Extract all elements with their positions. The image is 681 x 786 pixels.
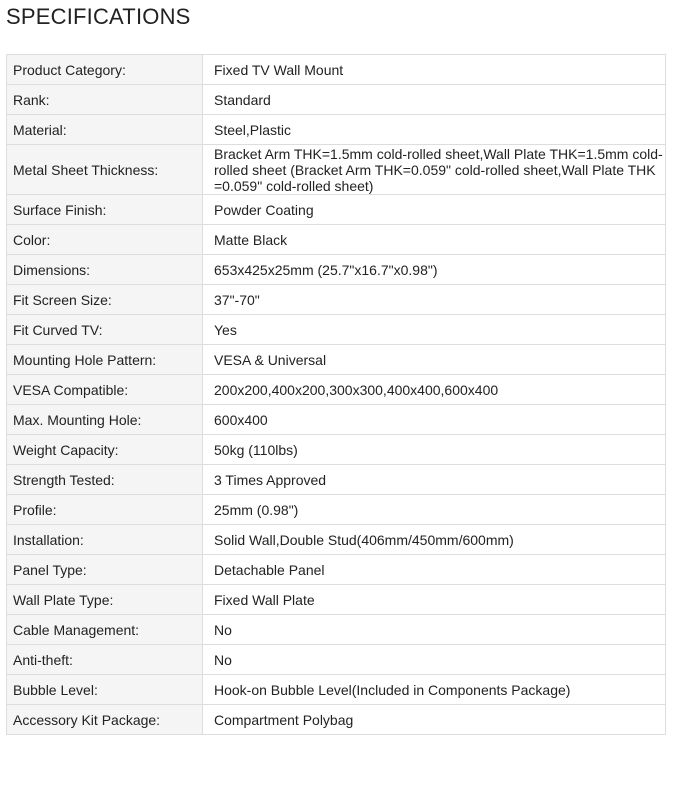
spec-value: Fixed Wall Plate bbox=[203, 585, 666, 615]
spec-label: Dimensions: bbox=[7, 255, 203, 285]
table-row bbox=[7, 705, 666, 735]
table-row bbox=[7, 675, 666, 705]
spec-label: Accessory Kit Package: bbox=[7, 705, 203, 735]
specifications-table-body bbox=[7, 55, 666, 735]
spec-label: Rank: bbox=[7, 85, 203, 115]
spec-label: Anti-theft: bbox=[7, 645, 203, 675]
spec-label: Fit Curved TV: bbox=[7, 315, 203, 345]
spec-label: Strength Tested: bbox=[7, 465, 203, 495]
spec-value: Hook-on Bubble Level(Included in Components Package) bbox=[203, 675, 666, 705]
spec-value: No bbox=[203, 645, 666, 675]
spec-label: Wall Plate Type: bbox=[7, 585, 203, 615]
spec-value: Compartment Polybag bbox=[203, 705, 666, 735]
spec-value: Solid Wall,Double Stud(406mm/450mm/600mm) bbox=[203, 525, 666, 555]
spec-value: Yes bbox=[203, 315, 666, 345]
spec-label: Weight Capacity: bbox=[7, 435, 203, 465]
table-row bbox=[7, 195, 666, 225]
spec-value: Powder Coating bbox=[203, 195, 666, 225]
spec-label: Product Category: bbox=[7, 55, 203, 85]
spec-value: Bracket Arm THK=1.5mm cold-rolled sheet,Wall Plate THK=1.5mm cold-rolled sheet (Bracket Arm THK=0.059" cold-rolled sheet,Wall Plate THK=0.059" cold-rolled sheet) bbox=[203, 145, 666, 195]
specifications-table bbox=[6, 54, 666, 735]
spec-value: 25mm (0.98") bbox=[203, 495, 666, 525]
spec-value: 3 Times Approved bbox=[203, 465, 666, 495]
spec-value: 600x400 bbox=[203, 405, 666, 435]
spec-value: Detachable Panel bbox=[203, 555, 666, 585]
spec-label: Material: bbox=[7, 115, 203, 145]
table-row bbox=[7, 615, 666, 645]
table-row bbox=[7, 85, 666, 115]
table-row bbox=[7, 55, 666, 85]
spec-label: Metal Sheet Thickness: bbox=[7, 145, 203, 195]
table-row bbox=[7, 495, 666, 525]
spec-value: 653x425x25mm (25.7"x16.7"x0.98") bbox=[203, 255, 666, 285]
table-row bbox=[7, 465, 666, 495]
table-row bbox=[7, 225, 666, 255]
spec-value: 200x200,400x200,300x300,400x400,600x400 bbox=[203, 375, 666, 405]
table-row bbox=[7, 435, 666, 465]
spec-value: 50kg (110lbs) bbox=[203, 435, 666, 465]
table-row bbox=[7, 375, 666, 405]
table-row bbox=[7, 405, 666, 435]
page-title: SPECIFICATIONS bbox=[6, 4, 191, 29]
table-row bbox=[7, 345, 666, 375]
table-row bbox=[7, 585, 666, 615]
spec-label: Surface Finish: bbox=[7, 195, 203, 225]
spec-label: VESA Compatible: bbox=[7, 375, 203, 405]
table-row bbox=[7, 555, 666, 585]
spec-value: No bbox=[203, 615, 666, 645]
spec-value: VESA & Universal bbox=[203, 345, 666, 375]
table-row bbox=[7, 525, 666, 555]
spec-value: 37"-70" bbox=[203, 285, 666, 315]
spec-value: Steel,Plastic bbox=[203, 115, 666, 145]
table-row bbox=[7, 255, 666, 285]
table-row bbox=[7, 115, 666, 145]
table-row bbox=[7, 645, 666, 675]
spec-label: Installation: bbox=[7, 525, 203, 555]
spec-label: Fit Screen Size: bbox=[7, 285, 203, 315]
spec-value: Matte Black bbox=[203, 225, 666, 255]
spec-value: Fixed TV Wall Mount bbox=[203, 55, 666, 85]
spec-value: Standard bbox=[203, 85, 666, 115]
spec-label: Color: bbox=[7, 225, 203, 255]
table-row bbox=[7, 145, 666, 195]
spec-label: Bubble Level: bbox=[7, 675, 203, 705]
spec-label: Panel Type: bbox=[7, 555, 203, 585]
table-row bbox=[7, 285, 666, 315]
spec-label: Profile: bbox=[7, 495, 203, 525]
spec-label: Cable Management: bbox=[7, 615, 203, 645]
spec-label: Mounting Hole Pattern: bbox=[7, 345, 203, 375]
spec-label: Max. Mounting Hole: bbox=[7, 405, 203, 435]
table-row bbox=[7, 315, 666, 345]
